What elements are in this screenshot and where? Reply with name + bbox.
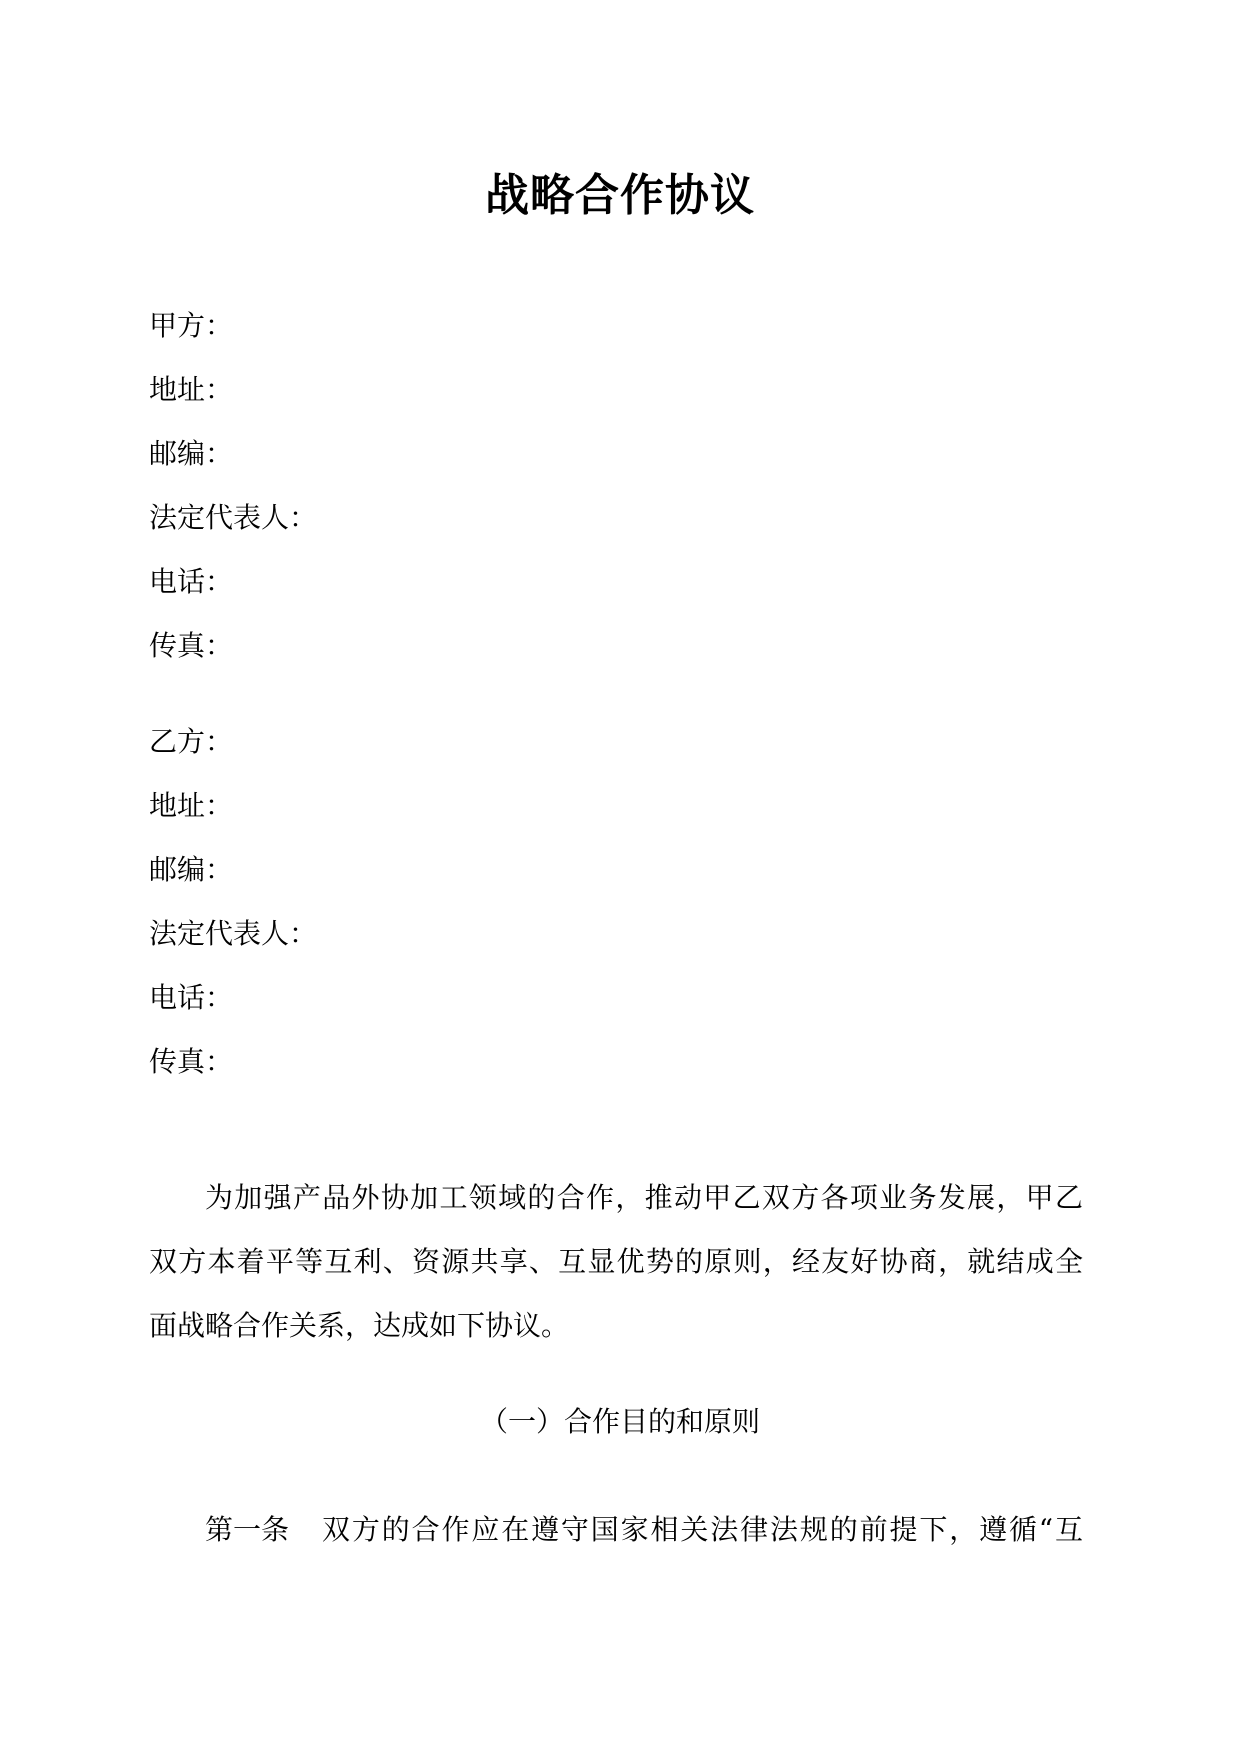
party-a-fax-label: 传真：: [149, 629, 234, 662]
party-a-name-label: 甲方：: [149, 309, 234, 342]
preamble-line: 为加强产品外协加工领域的合作，推动甲乙双方各项业务发展，甲乙: [205, 1181, 1083, 1214]
document-title: 战略合作协议: [485, 170, 755, 221]
party-b-postcode-label: 邮编：: [149, 853, 234, 886]
party-b-legal-rep-label: 法定代表人：: [149, 917, 318, 950]
section-heading: （一）合作目的和原则: [479, 1405, 760, 1438]
preamble-line: 双方本着平等互利、资源共享、互显优势的原则，经友好协商，就结成全: [149, 1245, 1083, 1278]
article-text: 双方的合作应在遵守国家相关法律法规的前提下，遵循“互: [322, 1513, 1083, 1546]
party-b-fax-label: 传真：: [149, 1045, 234, 1078]
party-b-address-label: 地址：: [149, 789, 234, 822]
party-a-postcode-label: 邮编：: [149, 437, 234, 470]
party-a-phone-label: 电话：: [149, 565, 234, 598]
article-label: 第一条: [205, 1513, 290, 1546]
preamble-line: 面战略合作关系，达成如下协议。: [149, 1309, 570, 1342]
party-a-address-label: 地址：: [149, 373, 234, 406]
party-b-phone-label: 电话：: [149, 981, 234, 1014]
party-b-name-label: 乙方：: [149, 725, 234, 758]
party-a-legal-rep-label: 法定代表人：: [149, 501, 318, 534]
